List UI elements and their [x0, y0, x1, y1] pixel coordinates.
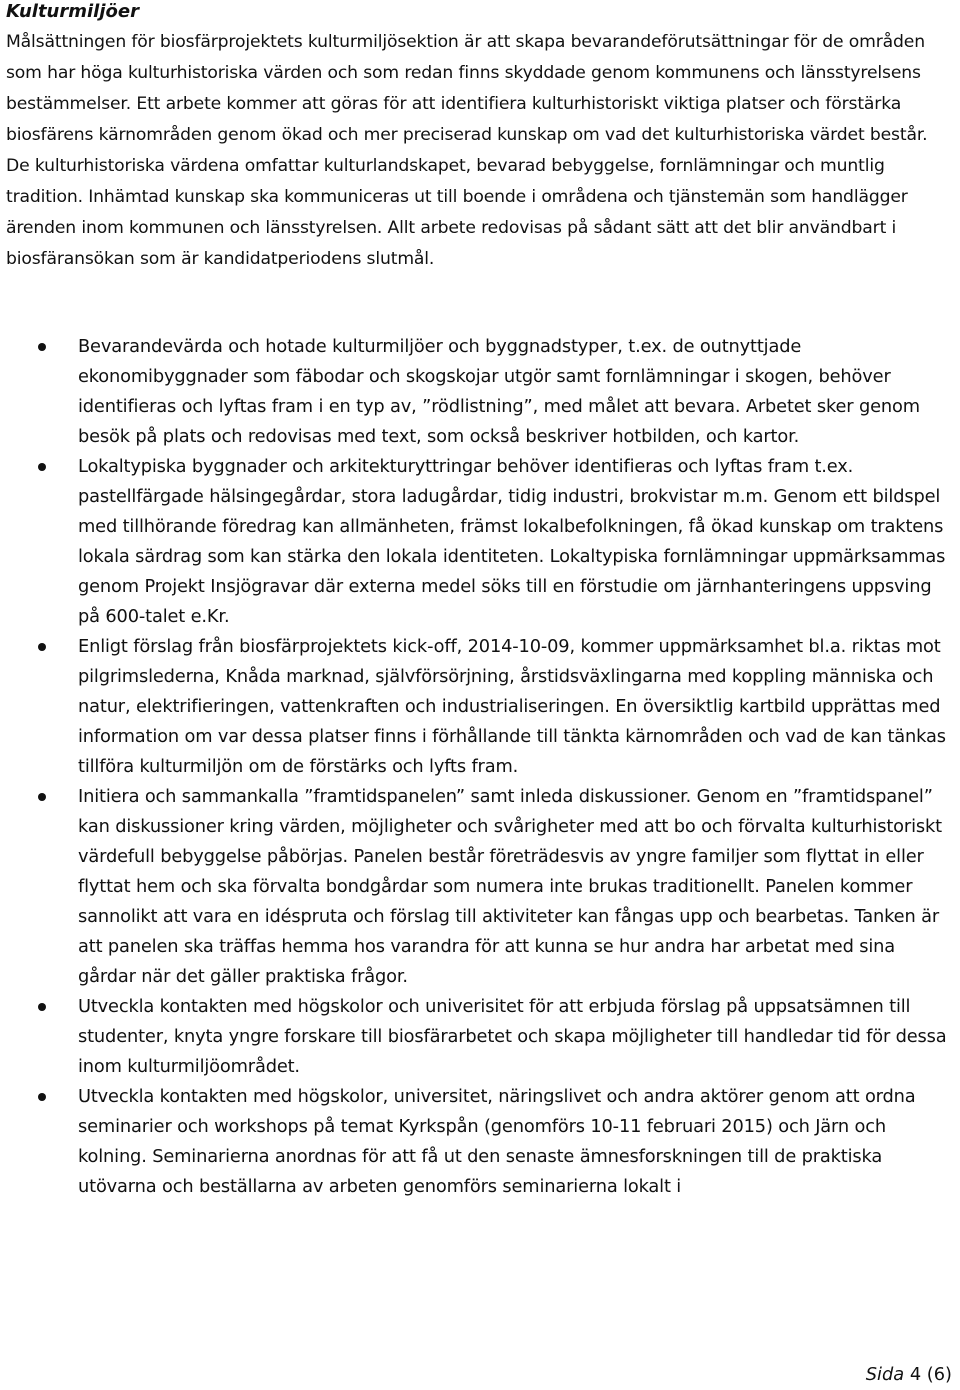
bullet-list	[0, 332, 960, 1202]
bullet-item	[0, 782, 960, 992]
bullet-item	[0, 992, 960, 1082]
bullet-item	[0, 452, 960, 632]
bullet-dot-icon	[38, 1003, 46, 1011]
bullet-item	[0, 332, 960, 452]
bullet-item	[0, 1082, 960, 1202]
bullet-dot-icon	[38, 463, 46, 471]
intro-paragraph: Målsättningen för biosfärprojektets kulturmiljösektion är att skapa bevarandeförutsättningar för de områden som har höga kulturhistoriska värden och som redan finns skyddade genom kommunens och länsstyrelsens bestämmelser. Ett arbete kommer att göras för att identifiera kulturhistoriskt viktiga platser och förstärka biosfärens kärnområden genom ökad och mer preciserad kunskap om vad det kulturhistoriska värdet består. De kulturhistoriska värdena omfattar kulturlandskapet, bevarad bebyggelse, fornlämningar och muntlig tradition. Inhämtad kunskap ska kommuniceras ut till boende i områdena och tjänstemän som handlägger ärenden inom kommunen och länsstyrelsen. Allt arbete redovisas på sådant sätt att det blir användbart i biosfäransökan som är kandidatperiodens slutmål.	[6, 32, 928, 269]
bullet-text: Lokaltypiska byggnader och arkitekturyttringar behöver identifieras och lyftas fram t.ex. pastellfärgade hälsingegårdar, stora ladugårdar, tidig industri, brokvistar m.m. Genom ett bildspel med tillhörande föredrag kan allmänheten, främst lokalbefolkningen, få ökad kunskap om traktens lokala särdrag som kan stärka den lokala identiteten. Lokaltypiska fornlämningar uppmärksammas genom Projekt Insjögravar där externa medel söks till en förstudie om järnhanteringens uppsving på 600-talet e.Kr.	[78, 456, 946, 627]
bullet-text: Enligt förslag från biosfärprojektets kick-off, 2014-10-09, kommer uppmärksamhet bl.a. riktas mot pilgrimslederna, Knåda marknad, självförsörjning, årstidsväxlingarna med koppling människa och natur, elektrifieringen, vattenkraften och industrialiseringen. En översiktlig kartbild upprättas med information om var dessa platser finns i förhållande till tänkta kärnområden och vad de kan tänkas tillföra kulturmiljön om de förstärks och lyfts fram.	[78, 636, 946, 777]
bullet-dot-icon	[38, 643, 46, 651]
section-heading: Kulturmiljöer	[6, 1, 139, 22]
bullet-text: Utveckla kontakten med högskolor, universitet, näringslivet och andra aktörer genom att ordna seminarier och workshops på temat Kyrkspån (genomförs 10-11 februari 2015) och Järn och kolning. Seminarierna anordnas för att få ut den senaste ämnesforskningen till de praktiska utövarna och beställarna av arbeten genomförs seminarierna lokalt i	[78, 1086, 916, 1197]
bullet-dot-icon	[38, 793, 46, 801]
bullet-text: Utveckla kontakten med högskolor och univerisitet för att erbjuda förslag på uppsatsämnen till studenter, knyta yngre forskare till biosfärarbetet och skapa möjligheter till handledar tid för dessa inom kulturmiljöområdet.	[78, 996, 947, 1077]
page-number: 4 (6)	[909, 1364, 952, 1385]
page-label: Sida	[865, 1364, 905, 1385]
page-footer	[866, 1360, 952, 1390]
bullet-item	[0, 632, 960, 782]
bullet-dot-icon	[38, 343, 46, 351]
bullet-dot-icon	[38, 1093, 46, 1101]
bullet-text: Initiera och sammankalla ”framtidspanelen” samt inleda diskussioner. Genom en ”framtidspanel” kan diskussioner kring värden, möjligheter och svårigheter med att bo och förvalta kulturhistoriskt värdefull bebyggelse påbörjas. Panelen består företrädesvis av yngre familjer som flyttat in eller flyttat hem och ska förvalta bondgårdar som numera inte brukas traditionellt. Panelen kommer sannolikt att vara en idéspruta och förslag till aktiviteter kan fångas upp och bearbetas. Tanken är att panelen ska träffas hemma hos varandra för att kunna se hur andra har arbetat med sina gårdar när det gäller praktiska frågor.	[78, 786, 942, 987]
bullet-text: Bevarandevärda och hotade kulturmiljöer och byggnadstyper, t.ex. de outnyttjade ekonomibyggnader som fäbodar och skogskojar utgör samt fornlämningar i skogen, behöver identifieras och lyftas fram i en typ av, ”rödlistning”, med målet att bevara. Arbetet sker genom besök på plats och redovisas med text, som också beskriver hotbilden, och kartor.	[78, 336, 920, 447]
